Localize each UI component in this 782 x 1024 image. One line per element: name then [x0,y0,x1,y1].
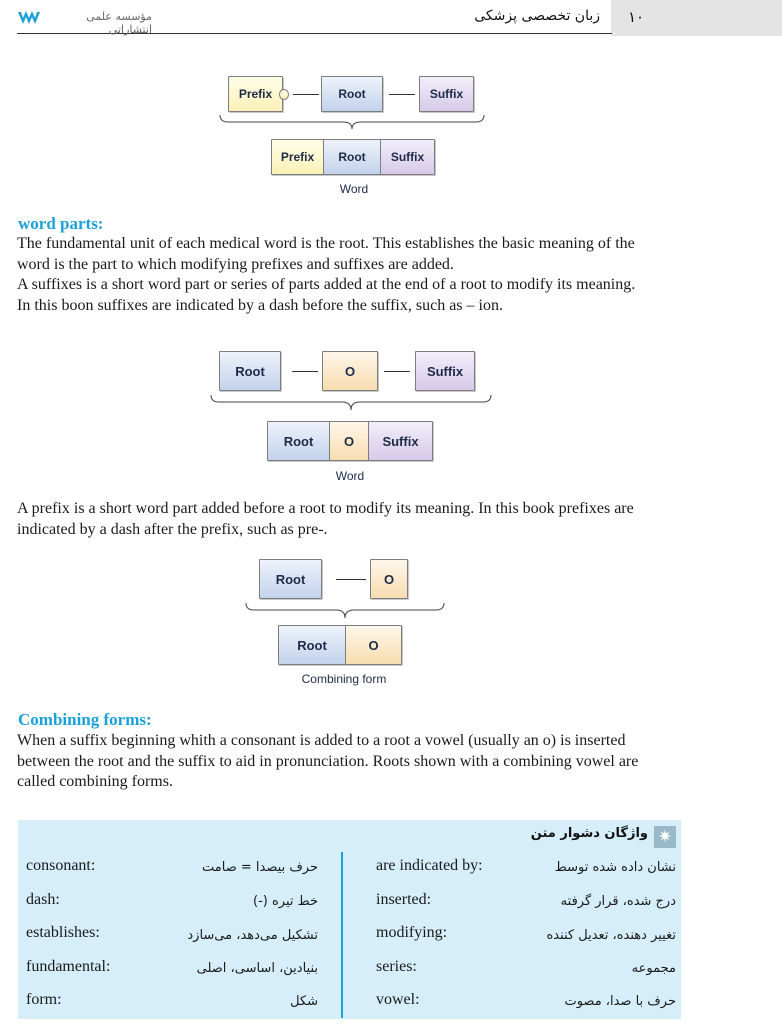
root-label: Root [283,433,314,449]
vocab-meaning: تشکیل می‌دهد، می‌سازد [187,928,318,943]
diagram-caption: Word [339,182,369,196]
grouping-brace [245,602,445,619]
vocab-term: dash: [26,891,60,908]
vocab-term: vowel: [376,991,420,1008]
vowel-label: O [383,571,395,587]
vowel-label: O [344,363,356,379]
column-divider [341,852,343,1018]
root-label: Root [275,571,306,587]
paragraph-line: A suffixes is a short word part or series of parts added at the end of a root to modify its meaning. [17,276,636,294]
vocab-meaning: خط تیره (-) [253,894,318,909]
publisher-logo-icon [17,9,41,27]
prefix-piece [271,139,324,175]
prefix-piece [228,76,283,112]
suffix-label: Suffix [390,150,425,164]
vocab-meaning: حرف بیصدا = صامت [202,860,318,875]
paragraph-line: word is the part to which modifying prefixes and suffixes are added. [17,255,454,273]
vocab-term: establishes: [26,924,100,941]
vocab-term: form: [26,991,62,1008]
vocab-term: are indicated by: [376,857,483,874]
prefix-label: Prefix [238,87,273,101]
vocabulary-box [18,820,681,1019]
vocab-meaning: مجموعه [631,961,676,976]
vocab-term: consonant: [26,857,96,874]
suffix-piece [419,76,474,112]
vowel-label: O [343,433,355,449]
connector-line [389,94,415,95]
root-piece [323,139,381,175]
diagram-caption: Combining form [301,672,387,686]
paragraph-line: A prefix is a short word part added before a root to modify its meaning. In this book prefixes are [17,500,634,517]
vowel-piece [370,559,408,599]
vocab-term: inserted: [376,891,432,908]
grouping-brace [219,114,485,130]
vocab-term: fundamental: [26,958,111,975]
connector-line [336,579,366,580]
vowel-piece [329,421,369,461]
vocab-meaning: تغییر دهنده، تعدیل کننده [546,928,676,943]
suffix-label: Suffix [382,433,419,449]
paragraph-line: In this boon suffixes are indicated by a dash before the suffix, such as – ion. [17,296,503,314]
diagram-caption: Word [335,469,365,483]
combining-forms-paragraph [17,731,717,793]
connector-line [384,371,410,372]
vocab-meaning: نشان داده شده توسط [554,860,676,875]
publisher-name: مؤسسه علمی انتشاراتی [86,10,152,36]
vocab-term: series: [376,958,417,975]
suffix-piece [368,421,433,461]
vocab-meaning: درج شده، قرار گرفته [560,894,676,909]
root-label: Root [338,87,366,101]
prefix-label: Prefix [280,150,315,164]
grouping-brace [210,394,492,411]
root-piece [259,559,322,599]
root-piece [321,76,383,112]
root-piece [278,625,346,665]
word-parts-paragraph [17,234,717,316]
root-label: Root [235,363,265,379]
page-number: ۱۰ [627,8,645,26]
prefix-paragraph [17,499,717,540]
paragraph-line: called combining forms. [17,773,173,791]
section-heading-combining-forms: Combining forms: [18,710,152,729]
suffix-label: Suffix [426,363,464,379]
root-piece [267,421,330,461]
suffix-label: Suffix [429,87,464,101]
root-label: Root [338,150,366,164]
vowel-label: O [368,637,379,653]
paragraph-line: between the root and the suffix to aid in pronunciation. Roots shown with a combining vowel are [17,752,639,770]
vocab-meaning: حرف با صدا، مصوت [564,994,676,1009]
vocab-meaning: بنیادین، اساسی، اصلی [196,961,318,976]
suffix-piece [380,139,435,175]
suffix-piece [415,351,475,391]
vowel-piece [345,625,402,665]
root-label: Root [297,637,327,653]
connector-line [293,94,319,95]
vocab-meaning: شکل [290,994,318,1009]
vocabulary-title: واژگان دشوار متن [530,826,648,841]
paragraph-line: When a suffix beginning whith a consonant is added to a root a vowel (usually an o) is inserted [17,732,626,749]
vocab-term: modifying: [376,924,448,941]
paragraph-line: The fundamental unit of each medical word is the root. This establishes the basic meaning of the [17,235,635,252]
puzzle-tab [279,89,289,100]
connector-line [292,371,318,372]
section-heading-word-parts: word parts: [18,214,104,233]
book-title: زبان تخصصی پزشکی [474,8,600,24]
paragraph-line: indicated by a dash after the prefix, such as pre-. [17,520,328,538]
asterisk-icon: ✷ [654,826,676,848]
root-piece [219,351,281,391]
vowel-piece [322,351,378,391]
